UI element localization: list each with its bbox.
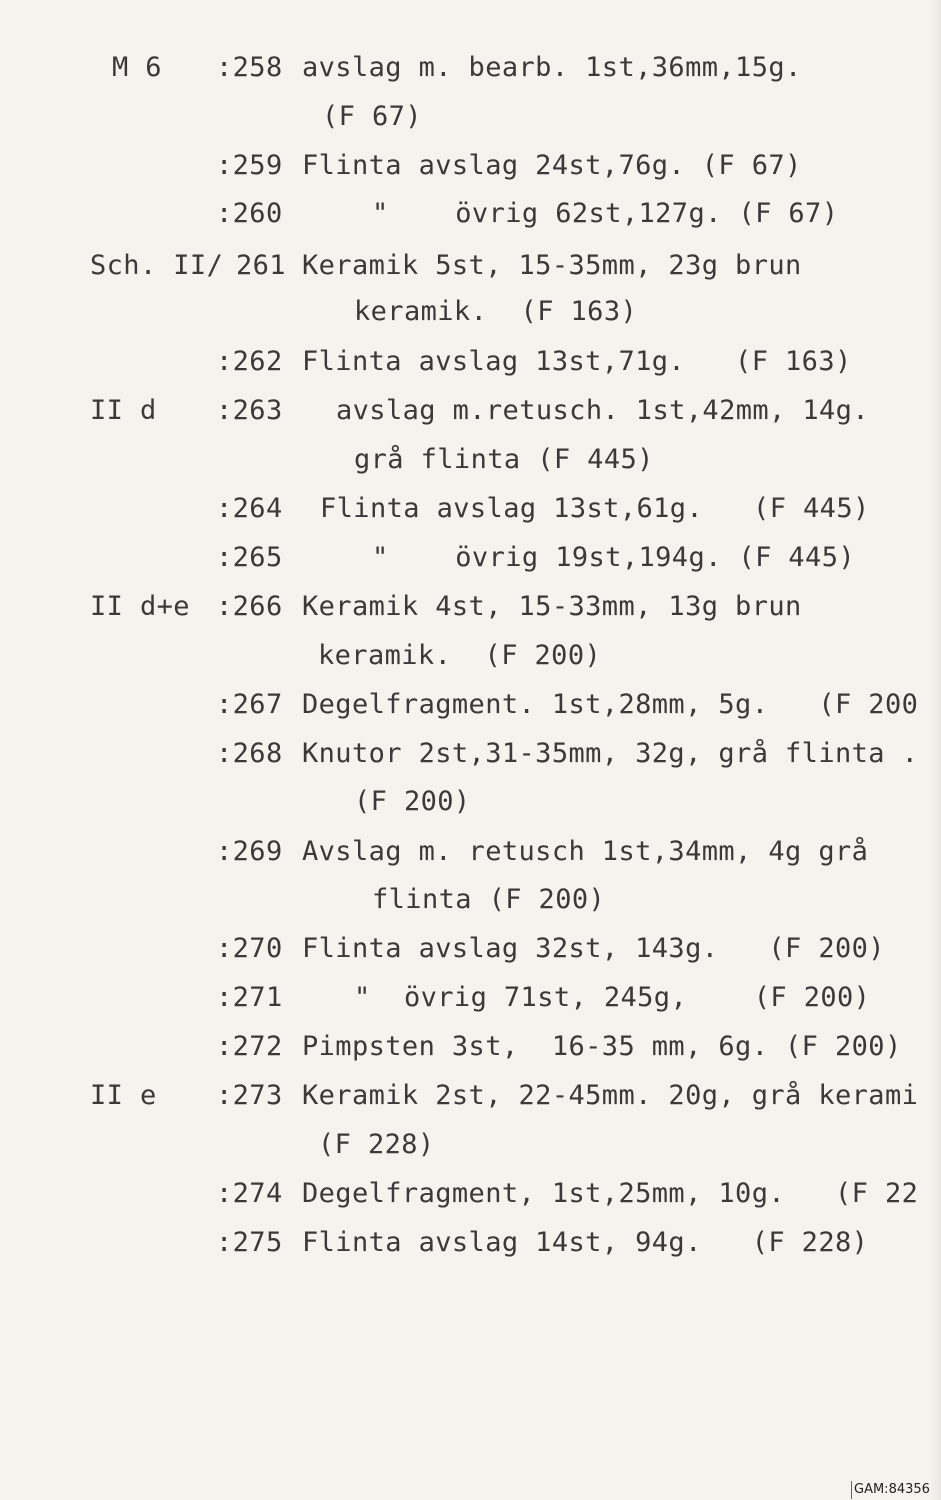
- entry-text: avslag m. bearb. 1st,36mm,15g.: [302, 52, 802, 83]
- entry-text: Keramik 4st, 15-33mm, 13g brun: [302, 591, 802, 622]
- entry-text: Keramik 2st, 22-45mm. 20g, grå kerami: [302, 1080, 919, 1111]
- entry-text: Pimpsten 3st, 16-35 mm, 6g. (F 200): [302, 1031, 902, 1062]
- entry-number: :258: [216, 52, 283, 83]
- entry-text: " övrig 71st, 245g, (F 200): [354, 982, 871, 1013]
- entry-text: keramik. (F 163): [354, 296, 638, 327]
- entry-number: :262: [216, 346, 283, 377]
- entry-number: :263: [216, 395, 283, 426]
- entry-text: flinta (F 200): [372, 884, 606, 915]
- entry-number: :273: [216, 1080, 283, 1111]
- entry-text: " övrig 19st,194g. (F 445): [372, 542, 856, 573]
- entry-number: :268: [216, 738, 283, 769]
- entry-text: Flinta avslag 14st, 94g. (F 228): [302, 1227, 869, 1258]
- entry-number: :266: [216, 591, 283, 622]
- entry-number: :264: [216, 493, 283, 524]
- entry-code: Sch. II/: [90, 250, 224, 281]
- entry-code: II e: [90, 1080, 157, 1111]
- entry-text: " övrig 62st,127g. (F 67): [372, 198, 839, 229]
- entry-number: :260: [216, 198, 283, 229]
- entry-number: :274: [216, 1178, 283, 1209]
- entry-text: keramik. (F 200): [318, 640, 602, 671]
- entry-number: :271: [216, 982, 283, 1013]
- entry-number: :259: [216, 150, 283, 181]
- entry-text: Degelfragment, 1st,25mm, 10g. (F 22: [302, 1178, 919, 1209]
- entry-number: :267: [216, 689, 283, 720]
- entry-number: 261: [236, 250, 286, 281]
- entry-text: avslag m.retusch. 1st,42mm, 14g.: [336, 395, 869, 426]
- entry-number: :269: [216, 836, 283, 867]
- catalog-id-label: GAM:84356: [851, 1481, 930, 1499]
- entry-text: Flinta avslag 13st,71g. (F 163): [302, 346, 852, 377]
- entry-number: :270: [216, 933, 283, 964]
- entry-text: grå flinta (F 445): [354, 444, 654, 475]
- entry-text: Flinta avslag 24st,76g. (F 67): [302, 150, 802, 181]
- entry-text: Flinta avslag 32st, 143g. (F 200): [302, 933, 885, 964]
- entry-code: M 6: [112, 52, 162, 83]
- entry-text: (F 200): [354, 786, 471, 817]
- entry-text: Avslag m. retusch 1st,34mm, 4g grå: [302, 836, 869, 867]
- entry-text: Degelfragment. 1st,28mm, 5g. (F 200: [302, 689, 919, 720]
- entry-text: Knutor 2st,31-35mm, 32g, grå flinta .: [302, 738, 919, 769]
- entry-number: :272: [216, 1031, 283, 1062]
- entry-code: II d+e: [90, 591, 190, 622]
- entry-number: :265: [216, 542, 283, 573]
- entry-text: (F 228): [318, 1129, 435, 1160]
- entry-code: II d: [90, 395, 157, 426]
- entry-text: Flinta avslag 13st,61g. (F 445): [320, 493, 870, 524]
- entry-number: :275: [216, 1227, 283, 1258]
- entry-text: Keramik 5st, 15-35mm, 23g brun: [302, 250, 802, 281]
- entry-text: (F 67): [322, 101, 422, 132]
